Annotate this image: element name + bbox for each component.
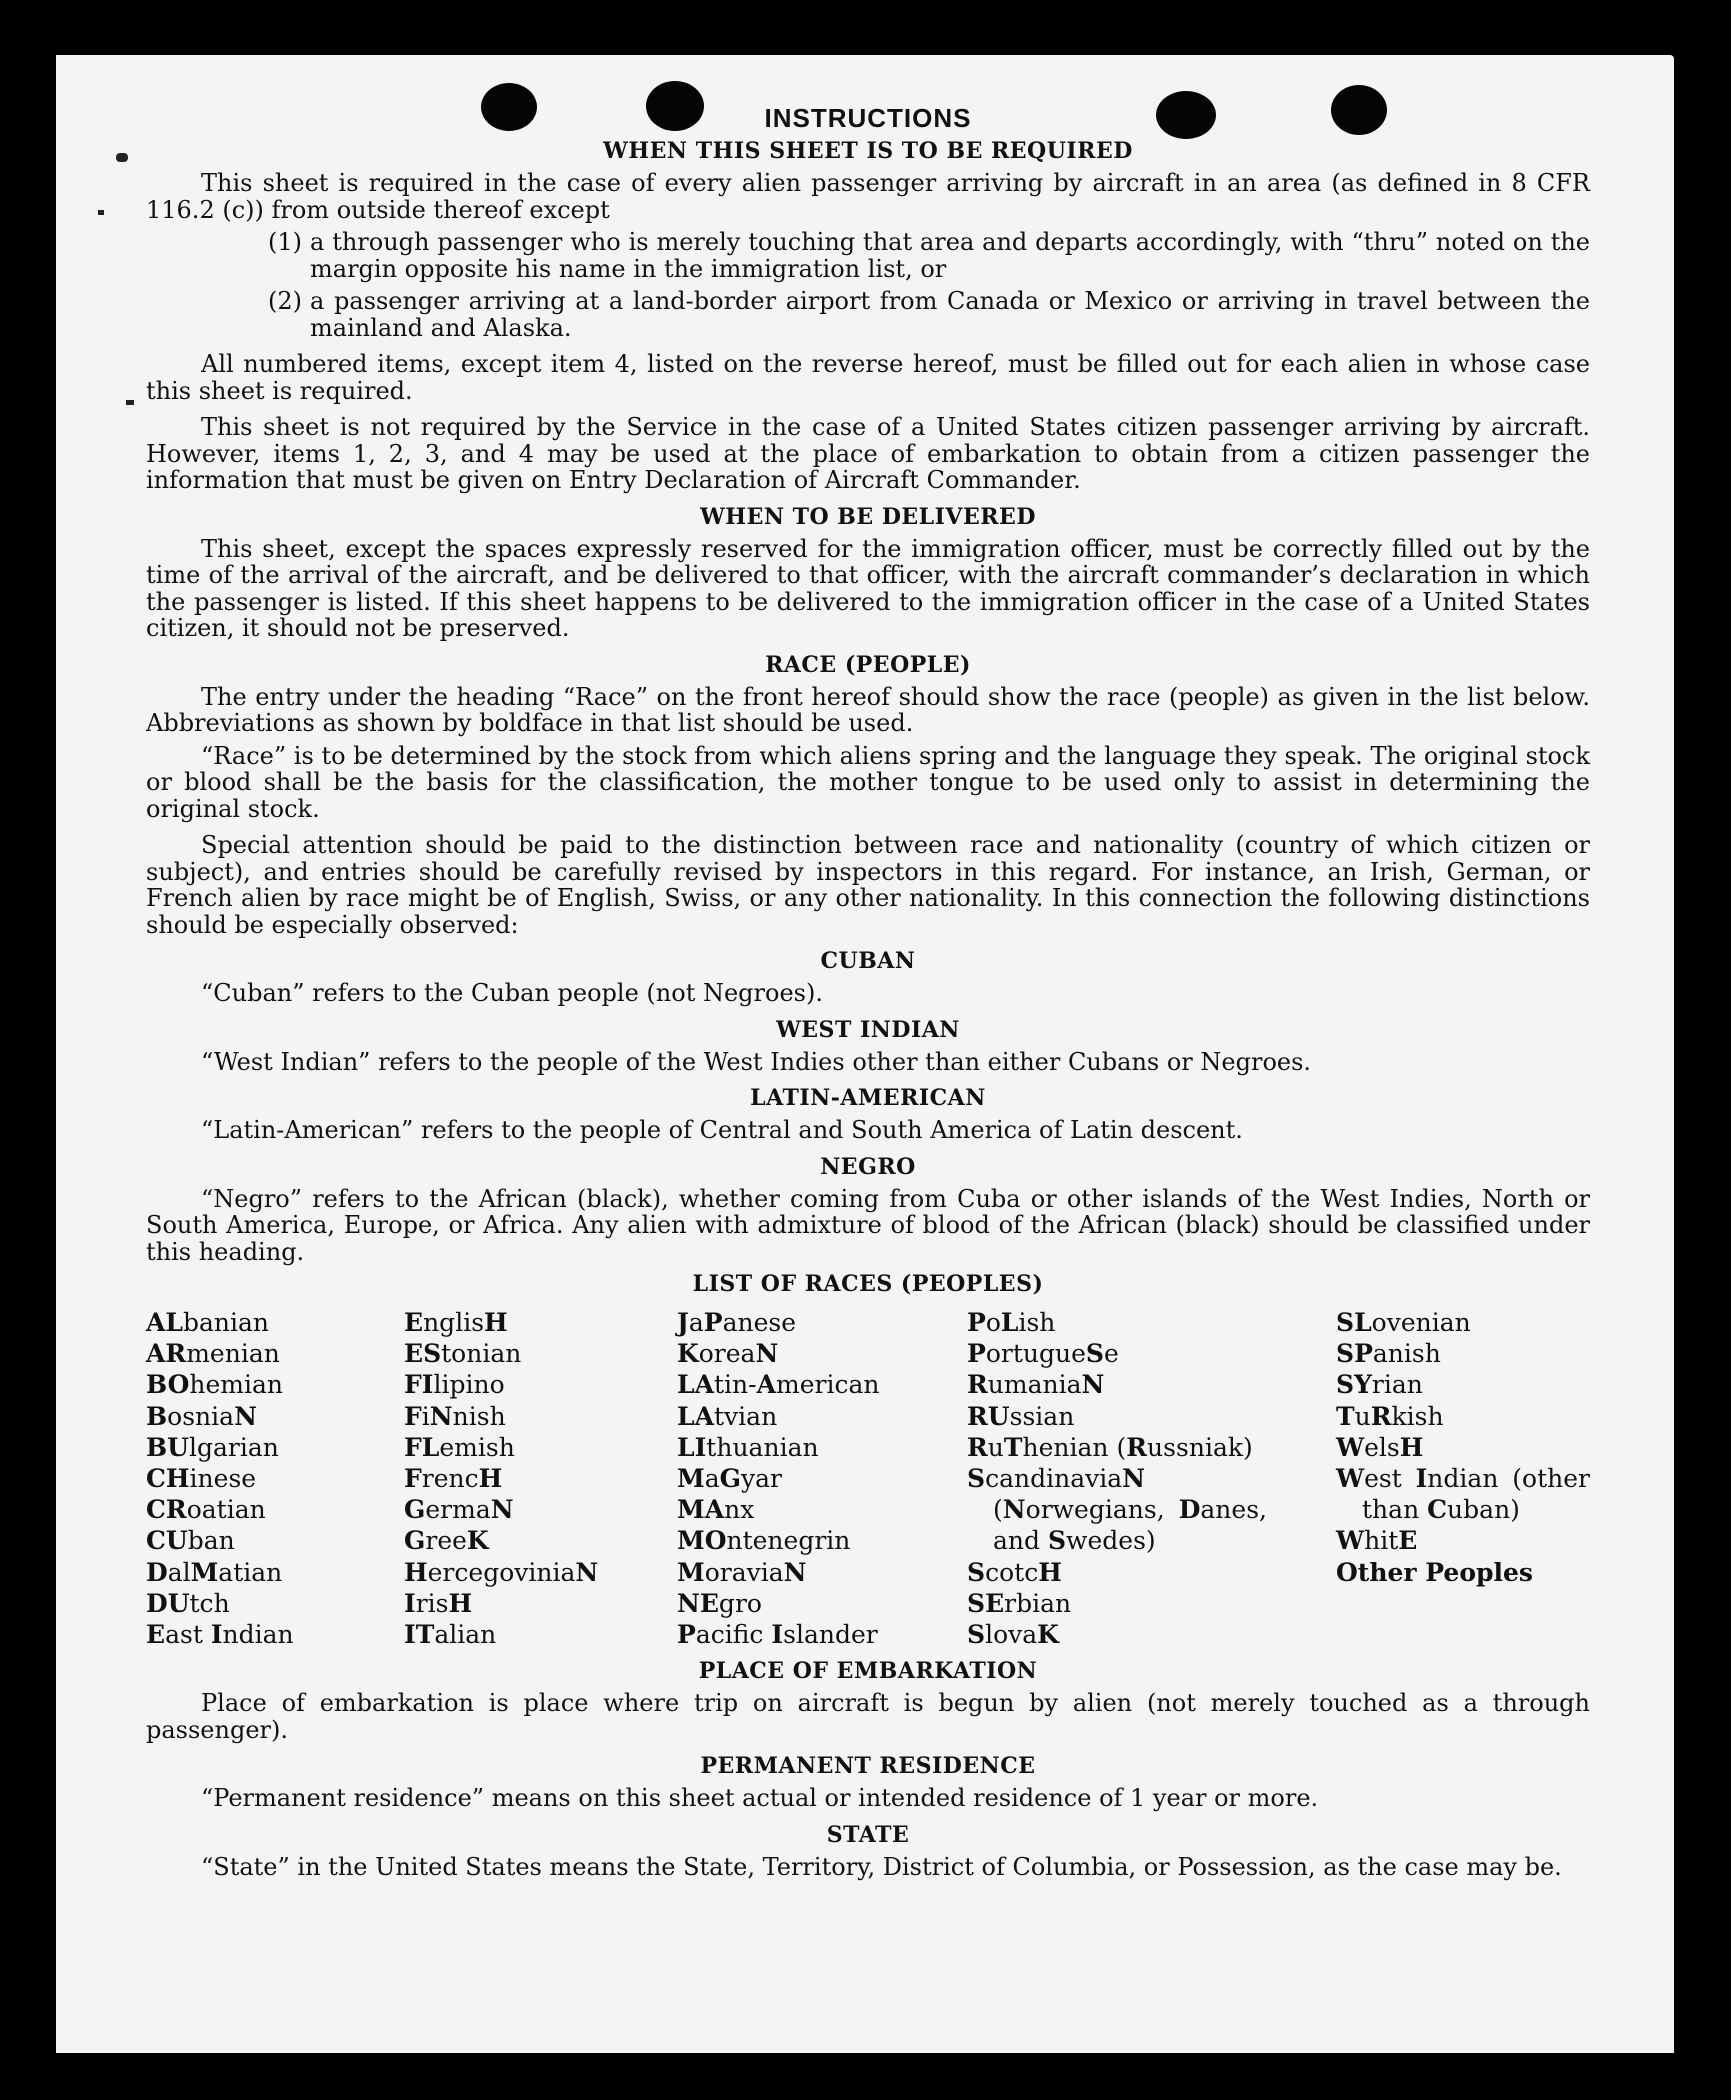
race-entry: FiNnish: [404, 1401, 506, 1431]
paragraph: “Cuban” refers to the Cuban people (not Negroes).: [201, 979, 823, 1007]
race-entry: GreeK: [404, 1526, 489, 1556]
heading-latin-american: LATIN-AMERICAN: [750, 1085, 986, 1111]
heading-when-delivered: WHEN TO BE DELIVERED: [700, 503, 1036, 530]
race-entry: SPanish: [1336, 1339, 1441, 1369]
race-entry: MAnx: [677, 1495, 755, 1525]
item-text: a through passenger who is merely touching that area and departs accordingly, with “thru” noted on the margin opposite his name in the immigration list, or: [310, 228, 1590, 283]
heading-list-of-races: LIST OF RACES (PEOPLES): [692, 1271, 1044, 1297]
race-entry: NEgro: [677, 1588, 762, 1618]
paragraph: “West Indian” refers to the people of the West Indies other than either Cubans or Negroes.: [201, 1047, 1312, 1076]
heading-race: RACE (PEOPLE): [765, 651, 971, 678]
race-entry: LAtin-American: [677, 1370, 880, 1400]
race-entry: RumaniaN: [967, 1370, 1105, 1400]
race-entry: RUssian: [967, 1401, 1075, 1431]
race-entry: TuRkish: [1336, 1401, 1444, 1431]
races-column: [677, 1307, 967, 1650]
paragraph: “Latin-American” refers to the people of Central and South America of Latin descent.: [201, 1116, 1243, 1144]
race-entry: HercegoviniaN: [404, 1557, 599, 1587]
paragraph: “Race” is to be determined by the stock from which aliens spring and the language they speak. The original stock or blood shall be the basis for the classification, the mother tongue to be used only to assist in determining the original stock.: [146, 741, 1590, 823]
race-entry: FrencH: [404, 1464, 503, 1494]
item-number: (1): [268, 228, 302, 256]
page-title: INSTRUCTIONS: [764, 103, 972, 133]
heading-state: STATE: [826, 1821, 910, 1848]
heading-when-required: WHEN THIS SHEET IS TO BE REQUIRED: [603, 138, 1133, 164]
race-entry: BUlgarian: [146, 1432, 279, 1462]
race-entry: MaGyar: [677, 1464, 782, 1494]
race-entry: BosniaN: [146, 1401, 257, 1431]
race-entry: SlovaK: [967, 1620, 1059, 1650]
paragraph: The entry under the heading “Race” on the front hereof should show the race (people) as given in the list below. Abbreviations as shown by boldface in that list should be used.: [146, 682, 1590, 737]
races-list: [146, 1307, 1590, 1650]
item-text: a passenger arriving at a land-border airport from Canada or Mexico or arriving in travel between the mainland and Alaska.: [310, 287, 1590, 342]
race-entry: WelsH: [1336, 1432, 1424, 1462]
paragraph: “Negro” refers to the African (black), whether coming from Cuba or other islands of the West Indies, North or South America, Europe, or Africa. Any alien with admixture of blood of the African (black) should be classified under this heading.: [146, 1184, 1590, 1266]
race-entry: CUban: [146, 1526, 235, 1556]
race-entry: KoreaN: [677, 1339, 779, 1369]
race-entry: MOntenegrin: [677, 1526, 851, 1556]
races-column: [967, 1307, 1267, 1650]
heading-west-indian: WEST INDIAN: [776, 1016, 960, 1043]
races-column: [146, 1307, 404, 1650]
race-entry: PortugueSe: [967, 1339, 1119, 1369]
race-entry: CRoatian: [146, 1495, 266, 1525]
race-entry: SLovenian: [1336, 1308, 1471, 1337]
race-entry: RuThenian (Russniak): [967, 1432, 1253, 1462]
race-entry: LAtvian: [677, 1401, 778, 1431]
item-number: (2): [268, 287, 302, 315]
heading-negro: NEGRO: [820, 1153, 916, 1180]
race-entry: DUtch: [146, 1588, 230, 1618]
race-entry: Pacifc Islander: [677, 1620, 878, 1650]
instructions-content: [146, 103, 1590, 1886]
races-column: [404, 1307, 677, 1650]
document-sheet: [56, 55, 1674, 2053]
paragraph: Place of embarkation is place where trip on aircraft is begun by alien (not merely touched as a through passenger).: [146, 1689, 1590, 1744]
race-entry: ScotcH: [967, 1557, 1062, 1587]
race-entry: EStonian: [404, 1339, 522, 1369]
paragraph: Special attention should be paid to the distinction between race and nationality (country of which citizen or subject), and entries should be carefully revised by inspectors in this regard. For instance, an Irish, German, or French alien by race might be of English, Swiss, or any other nationality. In this connection the following distinctions should be especially observed:: [146, 831, 1590, 939]
list-item: [268, 288, 1590, 341]
heading-cuban: CUBAN: [820, 948, 916, 974]
race-entry: Other Peoples: [1336, 1557, 1533, 1587]
race-entry: ITalian: [404, 1620, 497, 1650]
race-entry: EnglisH: [404, 1308, 508, 1337]
speck: [126, 400, 134, 405]
race-entry: West Indian (other than Cuban): [1336, 1464, 1590, 1525]
paragraph: This sheet, except the spaces expressly reserved for the immigration officer, must be correctly filled out by the time of the arrival of the aircraft, and be delivered to that officer, with the aircraft commander’s declaration in which the passenger is listed. If this sheet happens to be delivered to the immigration officer in the case of a United States citizen, it should not be preserved.: [146, 534, 1590, 642]
race-entry: DalMatian: [146, 1557, 283, 1587]
race-entry: ARmenian: [146, 1339, 280, 1369]
race-entry: MoraviaN: [677, 1557, 807, 1587]
race-entry: SYrian: [1336, 1370, 1423, 1400]
race-entry: SErbian: [967, 1588, 1072, 1618]
heading-embarkation: PLACE OF EMBARKATION: [698, 1658, 1038, 1685]
race-entry: PoLish: [967, 1308, 1056, 1337]
paragraph: All numbered items, except item 4, listed on the reverse hereof, must be filled out for each alien in whose case this sheet is required.: [146, 350, 1590, 405]
race-entry: FLemish: [404, 1432, 515, 1462]
race-entry: ALbanian: [146, 1308, 270, 1337]
race-entry: WhitE: [1336, 1526, 1418, 1556]
race-entry: BOhemian: [146, 1370, 284, 1400]
paragraph: “Permanent residence” means on this sheet actual or intended residence of 1 year or more.: [201, 1784, 1319, 1813]
race-entry: FIlipino: [404, 1370, 505, 1400]
race-entry: ScandinaviaN (Norwegians, Danes, and Swedes): [967, 1464, 1267, 1556]
heading-residence: PERMANENT RESIDENCE: [700, 1753, 1036, 1780]
paragraph: This sheet is not required by the Service in the case of a United States citizen passenger arriving by aircraft. However, items 1, 2, 3, and 4 may be used at the place of embarkation to obtain from a citizen passenger the information that must be given on Entry Declaration of Aircraft Commander.: [146, 413, 1590, 494]
race-entry: JaPanese: [677, 1308, 797, 1337]
paragraph: This sheet is required in the case of every alien passenger arriving by aircraft in an area (as defined in 8 CFR 116.2 (c)) from outside thereof except: [146, 169, 1590, 224]
race-entry: CHinese: [146, 1464, 257, 1494]
race-entry: GermaN: [404, 1495, 514, 1525]
race-entry: East Indian: [146, 1620, 294, 1650]
race-entry: IrisH: [404, 1588, 473, 1618]
races-column: [1267, 1307, 1590, 1650]
speck: [116, 153, 128, 162]
race-entry: LIthuanian: [677, 1432, 819, 1462]
speck: [98, 210, 104, 215]
paragraph: “State” in the United States means the State, Territory, District of Columbia, or Possession, as the case may be.: [201, 1852, 1562, 1881]
list-item: [268, 229, 1590, 282]
